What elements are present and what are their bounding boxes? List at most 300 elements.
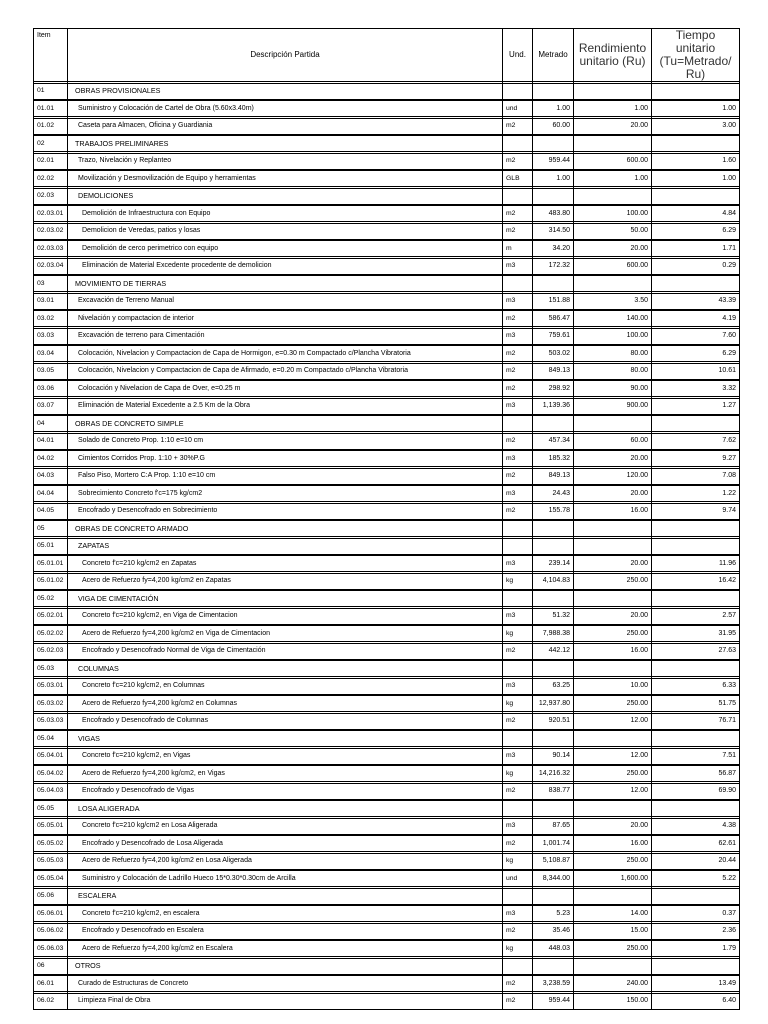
cell-metrado: 483.80	[533, 206, 574, 222]
cell-rendimiento: 250.00	[574, 626, 652, 642]
cell-item: 01.01	[34, 101, 68, 117]
cell-item: 05.05.02	[34, 836, 68, 852]
cell-tiempo: 1.00	[652, 171, 740, 187]
cell-rendimiento: 140.00	[574, 311, 652, 327]
table-row	[34, 941, 740, 957]
cell-und: m3	[503, 398, 533, 414]
cell-descripcion: Acero de Refuerzo fy=4,200 kg/cm2 en Escalera	[68, 941, 503, 957]
cell-und	[503, 958, 533, 974]
cell-metrado: 14,216.32	[533, 766, 574, 782]
cell-item: 03.07	[34, 398, 68, 414]
cell-item: 05.03.03	[34, 713, 68, 729]
cell-descripcion: Caseta para Almacen, Oficina y Guardiania	[68, 118, 503, 134]
cell-und: m2	[503, 993, 533, 1009]
cell-item: 05.06.03	[34, 941, 68, 957]
cell-metrado	[533, 276, 574, 292]
header-item: Item	[34, 29, 68, 82]
cell-item: 02.03.04	[34, 258, 68, 274]
cell-item: 03.02	[34, 311, 68, 327]
cell-descripcion: Excavación de terreno para Cimentación	[68, 328, 503, 344]
cell-rendimiento: 1.00	[574, 101, 652, 117]
cell-tiempo	[652, 188, 740, 204]
cell-rendimiento: 16.00	[574, 643, 652, 659]
cell-metrado: 151.88	[533, 293, 574, 309]
cell-und	[503, 888, 533, 904]
cell-descripcion: Limpieza Final de Obra	[68, 993, 503, 1009]
cell-metrado: 457.34	[533, 433, 574, 449]
table-body	[34, 82, 740, 1010]
cell-item: 05.04	[34, 731, 68, 747]
table-row	[34, 783, 740, 799]
cell-descripcion: Acero de Refuerzo fy=4,200 kg/cm2 en Viga de Cimentacion	[68, 626, 503, 642]
cell-tiempo: 9.27	[652, 451, 740, 467]
cell-metrado: 1.00	[533, 101, 574, 117]
cell-descripcion: ESCALERA	[68, 888, 503, 904]
cell-tiempo: 56.87	[652, 766, 740, 782]
cell-rendimiento: 100.00	[574, 206, 652, 222]
table-row	[34, 888, 740, 904]
cell-rendimiento	[574, 521, 652, 537]
table-row	[34, 188, 740, 204]
table-row	[34, 766, 740, 782]
cell-descripcion: Eliminación de Material Excedente procedente de demolicion	[68, 258, 503, 274]
cell-und: m3	[503, 678, 533, 694]
table-row	[34, 626, 740, 642]
cell-rendimiento: 80.00	[574, 346, 652, 362]
cell-descripcion: Suministro y Colocación de Cartel de Obra (5.60x3.40m)	[68, 101, 503, 117]
section-row	[34, 958, 740, 974]
cell-tiempo: 5.22	[652, 871, 740, 887]
cell-metrado: 87.65	[533, 818, 574, 834]
cell-descripcion: OBRAS PROVISIONALES	[68, 83, 503, 99]
section-row	[34, 416, 740, 432]
cell-und	[503, 521, 533, 537]
cell-item: 05.03.02	[34, 696, 68, 712]
table-row	[34, 206, 740, 222]
cell-und: m3	[503, 556, 533, 572]
cell-rendimiento	[574, 188, 652, 204]
cell-und	[503, 731, 533, 747]
cell-descripcion: Encofrado y Desencofrado Normal de Viga de Cimentación	[68, 643, 503, 659]
cell-metrado: 586.47	[533, 311, 574, 327]
section-row	[34, 521, 740, 537]
cell-item: 06.01	[34, 976, 68, 992]
cell-descripcion: OBRAS DE CONCRETO ARMADO	[68, 521, 503, 537]
cell-rendimiento: 14.00	[574, 906, 652, 922]
cell-rendimiento: 60.00	[574, 433, 652, 449]
cell-item: 05.03	[34, 661, 68, 677]
cell-tiempo: 1.27	[652, 398, 740, 414]
cell-item: 05.06.02	[34, 923, 68, 939]
cell-rendimiento: 16.00	[574, 836, 652, 852]
cell-descripcion: TRABAJOS PRELIMINARES	[68, 136, 503, 152]
cell-item: 05.04.01	[34, 748, 68, 764]
cell-descripcion: Movilización y Desmovilización de Equipo y herramientas	[68, 171, 503, 187]
cell-metrado: 1.00	[533, 171, 574, 187]
cell-rendimiento	[574, 661, 652, 677]
cell-item: 05	[34, 521, 68, 537]
cell-und: m3	[503, 486, 533, 502]
cell-descripcion: Demolicion de Veredas, patios y losas	[68, 223, 503, 239]
table-row	[34, 608, 740, 624]
cell-metrado: 920.51	[533, 713, 574, 729]
cell-tiempo: 7.08	[652, 468, 740, 484]
cell-rendimiento	[574, 958, 652, 974]
cell-und	[503, 188, 533, 204]
cell-metrado: 60.00	[533, 118, 574, 134]
cell-item: 03	[34, 276, 68, 292]
cell-tiempo: 13.49	[652, 976, 740, 992]
table-row	[34, 258, 740, 274]
cell-metrado: 849.13	[533, 363, 574, 379]
cell-rendimiento	[574, 83, 652, 99]
cell-descripcion: Concreto f'c=210 kg/cm2, en Columnas	[68, 678, 503, 694]
table-row	[34, 538, 740, 554]
cell-metrado: 51.32	[533, 608, 574, 624]
cell-item: 05.04.02	[34, 766, 68, 782]
table-row	[34, 818, 740, 834]
cell-item: 05.02	[34, 591, 68, 607]
cell-rendimiento	[574, 888, 652, 904]
cell-tiempo: 1.00	[652, 101, 740, 117]
cell-item: 05.03.01	[34, 678, 68, 694]
cell-item: 03.06	[34, 381, 68, 397]
cell-tiempo: 16.42	[652, 573, 740, 589]
cell-metrado: 63.25	[533, 678, 574, 694]
cell-descripcion: Sobrecimiento Concreto f'c=175 kg/cm2	[68, 486, 503, 502]
cell-rendimiento: 10.00	[574, 678, 652, 694]
cell-rendimiento: 3.50	[574, 293, 652, 309]
cell-und: kg	[503, 626, 533, 642]
cell-descripcion: Concreto f'c=210 kg/cm2, en Vigas	[68, 748, 503, 764]
cell-tiempo: 43.39	[652, 293, 740, 309]
cell-und: m2	[503, 503, 533, 519]
cell-item: 05.01	[34, 538, 68, 554]
cell-rendimiento: 20.00	[574, 818, 652, 834]
table-row	[34, 836, 740, 852]
cell-rendimiento: 20.00	[574, 486, 652, 502]
cell-descripcion: Colocación, Nivelacion y Compactacion de Capa de Hormigon, e=0.30 m Compactado c/Plancha Vibratoria	[68, 346, 503, 362]
cell-rendimiento: 80.00	[574, 363, 652, 379]
cell-tiempo: 7.60	[652, 328, 740, 344]
table-row	[34, 678, 740, 694]
table-row	[34, 801, 740, 817]
cell-item: 05.02.02	[34, 626, 68, 642]
cell-metrado: 5.23	[533, 906, 574, 922]
cell-item: 04.05	[34, 503, 68, 519]
cell-tiempo	[652, 136, 740, 152]
cell-rendimiento	[574, 801, 652, 817]
budget-sheet	[33, 28, 739, 1010]
header-tiempo: Tiempo unitario (Tu=Metrado/ Ru)	[652, 29, 740, 82]
cell-tiempo: 10.61	[652, 363, 740, 379]
cell-und: m2	[503, 433, 533, 449]
cell-item: 04.02	[34, 451, 68, 467]
cell-und: m3	[503, 328, 533, 344]
table-row	[34, 976, 740, 992]
cell-rendimiento	[574, 591, 652, 607]
cell-und: m2	[503, 923, 533, 939]
cell-und: kg	[503, 941, 533, 957]
cell-tiempo: 4.38	[652, 818, 740, 834]
cell-und: m3	[503, 818, 533, 834]
cell-item: 05.01.02	[34, 573, 68, 589]
cell-rendimiento: 12.00	[574, 713, 652, 729]
cell-item: 02.03.02	[34, 223, 68, 239]
table-row	[34, 853, 740, 869]
cell-metrado: 239.14	[533, 556, 574, 572]
cell-tiempo: 62.61	[652, 836, 740, 852]
cell-metrado: 1,139.36	[533, 398, 574, 414]
cell-und	[503, 416, 533, 432]
cell-rendimiento: 12.00	[574, 748, 652, 764]
cell-item: 03.01	[34, 293, 68, 309]
cell-und: m3	[503, 748, 533, 764]
cell-descripcion: OTROS	[68, 958, 503, 974]
table-row	[34, 696, 740, 712]
table-row	[34, 223, 740, 239]
table-row	[34, 311, 740, 327]
cell-descripcion: Eliminación de Material Excedente a 2.5 Km de la Obra	[68, 398, 503, 414]
cell-item: 05.02.01	[34, 608, 68, 624]
section-row	[34, 83, 740, 99]
cell-metrado: 1,001.74	[533, 836, 574, 852]
header-rendimiento: Rendimiento unitario (Ru)	[574, 29, 652, 82]
cell-descripcion: Trazo, Nivelación y Replanteo	[68, 153, 503, 169]
cell-metrado: 34.20	[533, 241, 574, 257]
cell-und	[503, 276, 533, 292]
cell-item: 05.06.01	[34, 906, 68, 922]
cell-item: 04.03	[34, 468, 68, 484]
cell-rendimiento	[574, 136, 652, 152]
cell-rendimiento: 600.00	[574, 153, 652, 169]
cell-tiempo	[652, 521, 740, 537]
cell-item: 05.02.03	[34, 643, 68, 659]
cell-tiempo: 31.95	[652, 626, 740, 642]
cell-und: und	[503, 871, 533, 887]
cell-item: 02.03.03	[34, 241, 68, 257]
cell-rendimiento: 250.00	[574, 853, 652, 869]
cell-und: m2	[503, 976, 533, 992]
cell-metrado: 298.92	[533, 381, 574, 397]
section-row	[34, 276, 740, 292]
cell-descripcion: Cimientos Corridos Prop. 1:10 + 30%P.G	[68, 451, 503, 467]
cell-metrado	[533, 538, 574, 554]
cell-tiempo: 27.63	[652, 643, 740, 659]
cell-descripcion: Encofrado y Desencofrado de Vigas	[68, 783, 503, 799]
cell-tiempo: 1.71	[652, 241, 740, 257]
cell-rendimiento: 15.00	[574, 923, 652, 939]
table-row	[34, 661, 740, 677]
table-row	[34, 993, 740, 1009]
cell-rendimiento: 600.00	[574, 258, 652, 274]
table-row	[34, 363, 740, 379]
cell-item: 02.03	[34, 188, 68, 204]
cell-descripcion: MOVIMIENTO DE TIERRAS	[68, 276, 503, 292]
partidas-table	[33, 28, 740, 1010]
table-row	[34, 556, 740, 572]
cell-descripcion: Encofrado y Desencofrado de Losa Aligerada	[68, 836, 503, 852]
cell-metrado: 503.02	[533, 346, 574, 362]
cell-rendimiento: 150.00	[574, 993, 652, 1009]
cell-item: 03.05	[34, 363, 68, 379]
cell-item: 05.04.03	[34, 783, 68, 799]
cell-descripcion: VIGAS	[68, 731, 503, 747]
cell-tiempo: 1.60	[652, 153, 740, 169]
cell-und: m3	[503, 608, 533, 624]
cell-metrado	[533, 731, 574, 747]
cell-metrado: 185.32	[533, 451, 574, 467]
cell-rendimiento: 900.00	[574, 398, 652, 414]
cell-descripcion: Nivelación y compactacion de interior	[68, 311, 503, 327]
cell-rendimiento: 20.00	[574, 241, 652, 257]
cell-descripcion: ZAPATAS	[68, 538, 503, 554]
cell-descripcion: Concreto f'c=210 kg/cm2 en Losa Aligerada	[68, 818, 503, 834]
cell-und	[503, 801, 533, 817]
cell-item: 05.01.01	[34, 556, 68, 572]
header-descripcion: Descripción Partida	[68, 29, 503, 82]
cell-tiempo: 7.62	[652, 433, 740, 449]
cell-descripcion: Colocación y Nivelacion de Capa de Over, e=0.25 m	[68, 381, 503, 397]
cell-rendimiento: 250.00	[574, 573, 652, 589]
cell-metrado: 35.46	[533, 923, 574, 939]
cell-metrado: 5,108.87	[533, 853, 574, 869]
cell-und: kg	[503, 573, 533, 589]
cell-rendimiento	[574, 538, 652, 554]
cell-metrado	[533, 188, 574, 204]
cell-tiempo: 4.19	[652, 311, 740, 327]
cell-descripcion: COLUMNAS	[68, 661, 503, 677]
cell-tiempo: 2.57	[652, 608, 740, 624]
table-row	[34, 468, 740, 484]
cell-tiempo: 6.40	[652, 993, 740, 1009]
cell-und	[503, 591, 533, 607]
cell-tiempo: 11.96	[652, 556, 740, 572]
cell-tiempo: 0.37	[652, 906, 740, 922]
cell-tiempo	[652, 83, 740, 99]
cell-und: m2	[503, 836, 533, 852]
cell-metrado	[533, 661, 574, 677]
cell-descripcion: DEMOLICIONES	[68, 188, 503, 204]
cell-descripcion: Encofrado y Desencofrado en Sobrecimiento	[68, 503, 503, 519]
cell-metrado	[533, 416, 574, 432]
cell-metrado: 448.03	[533, 941, 574, 957]
cell-tiempo: 76.71	[652, 713, 740, 729]
cell-tiempo	[652, 416, 740, 432]
cell-tiempo: 1.79	[652, 941, 740, 957]
cell-tiempo	[652, 958, 740, 974]
cell-und	[503, 136, 533, 152]
cell-metrado: 7,988.38	[533, 626, 574, 642]
cell-und: kg	[503, 853, 533, 869]
table-row	[34, 381, 740, 397]
cell-metrado	[533, 83, 574, 99]
cell-item: 02.01	[34, 153, 68, 169]
cell-und: m2	[503, 118, 533, 134]
table-row	[34, 328, 740, 344]
cell-tiempo	[652, 276, 740, 292]
cell-descripcion: Demolición de cerco perimetrico con equipo	[68, 241, 503, 257]
table-row	[34, 906, 740, 922]
cell-item: 04.01	[34, 433, 68, 449]
cell-rendimiento: 250.00	[574, 941, 652, 957]
cell-und: m2	[503, 346, 533, 362]
cell-metrado: 24.43	[533, 486, 574, 502]
cell-tiempo: 20.44	[652, 853, 740, 869]
cell-descripcion: Concreto f'c=210 kg/cm2, en escalera	[68, 906, 503, 922]
cell-descripcion: Encofrado y Desencofrado de Columnas	[68, 713, 503, 729]
table-row	[34, 643, 740, 659]
cell-rendimiento: 20.00	[574, 608, 652, 624]
cell-metrado: 442.12	[533, 643, 574, 659]
cell-rendimiento: 50.00	[574, 223, 652, 239]
cell-item: 02	[34, 136, 68, 152]
table-row	[34, 293, 740, 309]
cell-metrado	[533, 888, 574, 904]
cell-und: m3	[503, 258, 533, 274]
cell-descripcion: VIGA DE CIMENTACIÓN	[68, 591, 503, 607]
cell-tiempo: 3.00	[652, 118, 740, 134]
cell-tiempo: 0.29	[652, 258, 740, 274]
cell-item: 03.04	[34, 346, 68, 362]
cell-und	[503, 661, 533, 677]
cell-tiempo	[652, 731, 740, 747]
table-row	[34, 871, 740, 887]
cell-descripcion: Colocación, Nivelacion y Compactacion de Capa de Afirmado, e=0.20 m Compactado c/Plancha Vibratoria	[68, 363, 503, 379]
cell-descripcion: Concreto f'c=210 kg/cm2 en Zapatas	[68, 556, 503, 572]
table-row	[34, 731, 740, 747]
cell-descripcion: Solado de Concreto Prop. 1:10 e=10 cm	[68, 433, 503, 449]
cell-descripcion: Encofrado y Desencofrado en Escalera	[68, 923, 503, 939]
table-row	[34, 241, 740, 257]
cell-rendimiento	[574, 731, 652, 747]
cell-metrado: 838.77	[533, 783, 574, 799]
cell-descripcion: Falso Piso, Mortero C:A Prop. 1:10 e=10 cm	[68, 468, 503, 484]
cell-und: m2	[503, 713, 533, 729]
table-row	[34, 171, 740, 187]
cell-und: m2	[503, 643, 533, 659]
cell-descripcion: Acero de Refuerzo fy=4,200 kg/cm2 en Zapatas	[68, 573, 503, 589]
cell-und: kg	[503, 696, 533, 712]
cell-descripcion: Curado de Estructuras de Concreto	[68, 976, 503, 992]
cell-und: m3	[503, 906, 533, 922]
cell-item: 02.03.01	[34, 206, 68, 222]
cell-metrado: 759.61	[533, 328, 574, 344]
cell-metrado: 959.44	[533, 153, 574, 169]
cell-metrado: 4,104.83	[533, 573, 574, 589]
table-row	[34, 101, 740, 117]
cell-rendimiento: 1,600.00	[574, 871, 652, 887]
cell-tiempo: 51.75	[652, 696, 740, 712]
cell-und: m2	[503, 311, 533, 327]
table-row	[34, 398, 740, 414]
cell-metrado	[533, 521, 574, 537]
cell-metrado: 90.14	[533, 748, 574, 764]
cell-metrado: 172.32	[533, 258, 574, 274]
table-row	[34, 573, 740, 589]
table-row	[34, 118, 740, 134]
cell-und	[503, 83, 533, 99]
cell-item: 06.02	[34, 993, 68, 1009]
cell-item: 05.05.01	[34, 818, 68, 834]
table-row	[34, 486, 740, 502]
cell-metrado	[533, 591, 574, 607]
cell-und: m2	[503, 153, 533, 169]
cell-und: m3	[503, 451, 533, 467]
cell-rendimiento: 1.00	[574, 171, 652, 187]
cell-descripcion: LOSA ALIGERADA	[68, 801, 503, 817]
cell-tiempo: 69.90	[652, 783, 740, 799]
